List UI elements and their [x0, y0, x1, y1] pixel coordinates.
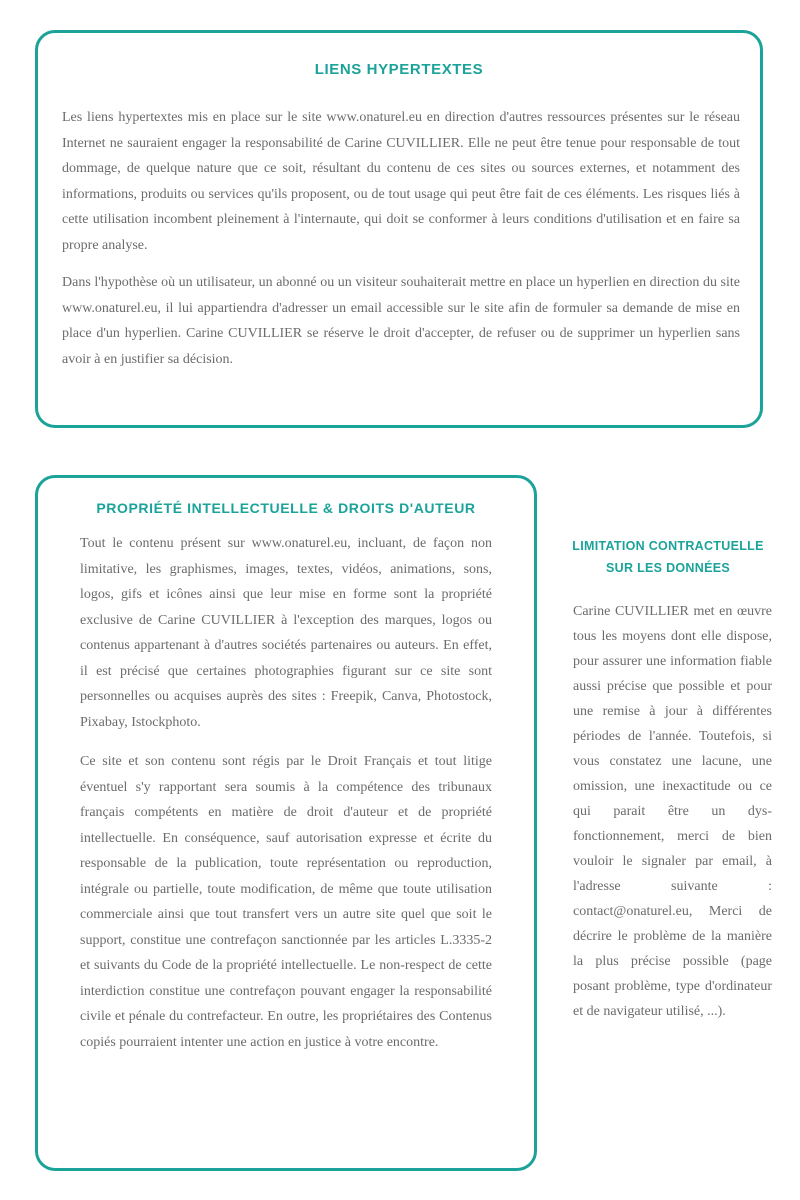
section-title	[38, 59, 760, 81]
hyperlinks-section	[35, 30, 763, 428]
section-title-text: LIENS HYPERTEXTES	[314, 61, 484, 78]
paragraph: Tout le contenu présent sur www.onaturel.eu, incluant, de façon non limitative, les graphismes, images, textes, vidéos, animations, sons, logos, gifs et icônes ainsi que leur mise en forme sont la propriété exclusive de Carine CUVILLIER à l'exception des marques, logos ou contenus appartenant à d'autres sociétés partenaires ou auteurs. En effet, il est précisé que certaines photographies figurant sur ce site sont personnelles ou acquises auprès des sites : Freepik, Canva, Photostock, Pixabay, Istockphoto.	[80, 536, 492, 730]
paragraph: Dans l'hypothèse où un utilisateur, un abonné ou un visiteur souhaiterait mettre en place un hyperlien en direction du site www.onaturel.eu, il lui appartiendra d'adresser un email accessible sur le site afin de formuler sa demande de mise en place d'un hyperlien. Carine CUVILLIER se réserve le droit d'accepter, de refuser ou de supprimer un hyperlien sans avoir à en justifier sa décision.	[62, 275, 740, 367]
section-title	[556, 535, 780, 579]
section-title-line: LIMITATION CONTRACTUELLE	[572, 539, 764, 553]
paragraph: Ce site et son contenu sont régis par le Droit Français et tout litige éventuel s'y rapportant sera soumis à la compétence des tribunaux français compétents en matière de droit d'auteur et de propriété intellectuelle. En conséquence, sauf autorisation expresse et écrite du responsable de la publication, toute représentation ou reproduction, intégrale ou partielle, toute modification, de même que toute utilisation commerciale ainsi que tout transfert vers un autre site quel que soit le support, constitue une contrefaçon sanctionnée par les articles L.3335-2 et suivants du Code de la propriété intellectuelle. Le non-respect de cette interdiction constitue une contrefaçon pouvant engager la responsabilité civile et pénale du contrefacteur. En outre, les propriétaires des Contenus copiés pourraient intenter une action en justice à votre encontre.	[80, 754, 492, 1050]
intellectual-property-section	[35, 475, 537, 1171]
section-title-line: SUR LES DONNÉES	[606, 561, 730, 575]
paragraph: Les liens hypertextes mis en place sur le site www.onaturel.eu en direction d'autres ressources présentes sur le réseau Internet ne sauraient engager la responsabilité de Carine CUVILLIER. Elle ne peut être tenue pour responsable de tout dommage, de quelque nature que ce soit, résultant du contenu de ces sites ou sources externes, et notamment des informations, produits ou services qu'ils proposent, ou de tout usage qui peut être fait de ces éléments. Les risques liés à cette utilisation incombent pleinement à l'internaute, qui doit se conformer à leurs conditions d'utilisation et en faire sa propre analyse.	[62, 110, 740, 253]
paragraph: Carine CUVILLIER met en œuvre tous les moyens dont elle dispose, pour assurer une information fiable aussi précise que possible et pour une remise à jour à différentes périodes de l'année. Toutefois, si vous constatez une lacune, une omission, une inexactitude ou ce qui parait être un dysfonctionnement, merci de bien vouloir le signaler par email, à l'adresse suivante : contact@onaturel.eu, Merci de décrire le problème de la manière la plus précise possible (page posant problème, type d'ordinateur et de navigateur utilisé, ...).	[573, 604, 772, 1019]
section-title-text: PROPRIÉTÉ INTELLECTUELLE & DROITS D'AUTEUR	[96, 500, 476, 516]
section-title	[48, 497, 524, 519]
contractual-limitation-section	[556, 535, 780, 1024]
